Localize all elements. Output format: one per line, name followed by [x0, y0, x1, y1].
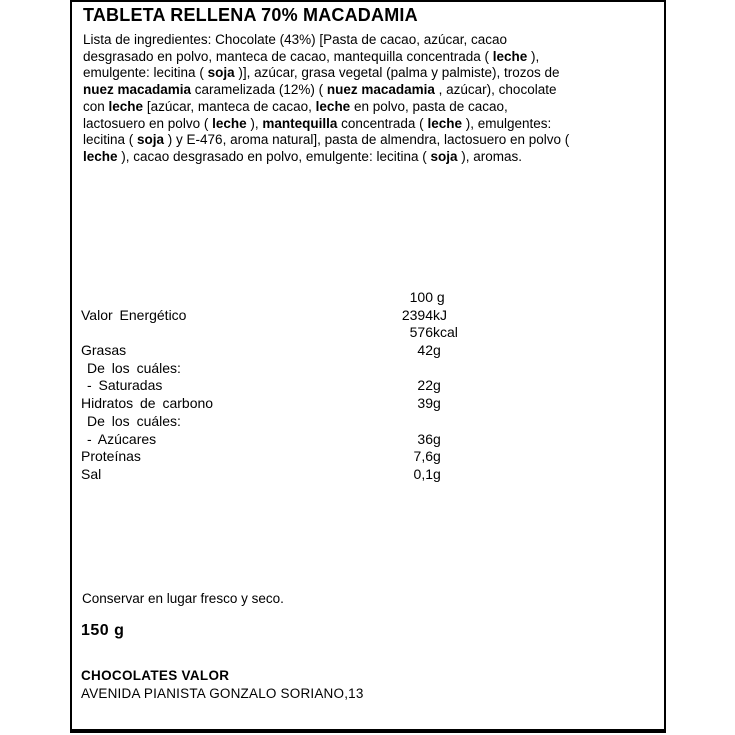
nutrition-row [81, 360, 661, 378]
ingredient-text: ), [246, 115, 263, 131]
nutrient-unit: g [433, 289, 445, 305]
ingredients-line [83, 116, 663, 133]
nutrition-row [81, 377, 661, 395]
allergen-text: leche [212, 115, 247, 131]
manufacturer-block [81, 667, 364, 702]
ingredient-text: Lista de ingredientes: Chocolate (43%) [Pasta de cacao, azúcar, cacao [83, 32, 508, 47]
nutrition-row [81, 324, 661, 342]
allergen-text: leche [492, 48, 528, 64]
nutrient-unit: g [433, 395, 441, 412]
nutrient-unit: kcal [433, 324, 458, 341]
allergen-text: soja [207, 65, 235, 81]
nutrition-row [81, 342, 661, 360]
net-weight: 150 g [81, 622, 125, 639]
ingredient-text: ), aromas. [457, 148, 522, 164]
ingredient-text: ), [527, 48, 540, 64]
nutrient-unit: kJ [433, 306, 447, 323]
storage-note: Conservar en lugar fresco y seco. [82, 591, 284, 606]
nutrient-value: 39 [417, 395, 433, 412]
ingredient-text: lactosuero en polvo ( [83, 115, 213, 131]
nutrient-unit: g [433, 377, 441, 394]
allergen-text: leche [108, 98, 144, 114]
nutrition-row [81, 413, 661, 431]
nutrient-unit: g [433, 465, 441, 482]
ingredients-line [83, 132, 663, 149]
ingredients-line [83, 32, 663, 49]
nutrition-row [81, 395, 661, 413]
nutrient-label: Proteínas [81, 448, 141, 465]
product-title: TABLETA RELLENA 70% MACADAMIA [83, 5, 418, 25]
allergen-text: leche [427, 115, 462, 131]
nutrient-label: Grasas [81, 342, 127, 359]
nutrient-value: 42 [417, 342, 433, 359]
product-label-box [70, 0, 666, 733]
nutrient-unit: g [433, 342, 441, 359]
ingredient-text: [azúcar, manteca de cacao, [143, 98, 316, 114]
nutrient-label: Hidratos de carbono [81, 395, 214, 412]
nutrient-label: De los cuáles: [87, 359, 181, 376]
ingredients-line [83, 49, 663, 66]
nutrient-unit: g [433, 448, 441, 465]
allergen-text: mantequilla [262, 115, 338, 131]
allergen-text: leche [83, 148, 118, 164]
nutrition-row [81, 431, 661, 449]
nutrient-value: 7,6 [413, 448, 433, 465]
allergen-text: leche [315, 98, 351, 114]
allergen-text: nuez macadamia [326, 82, 435, 98]
ingredient-text: en polvo, pasta de cacao, [350, 98, 508, 114]
allergen-text: nuez macadamia [83, 82, 192, 98]
ingredient-text: )], azúcar, grasa vegetal (palma y palmiste), trozos de [234, 65, 560, 81]
allergen-text: soja [430, 148, 458, 164]
nutrient-label: Valor Energético [81, 306, 187, 323]
nutrition-row [81, 448, 661, 466]
ingredient-text: concentrada ( [337, 115, 428, 131]
ingredients-list [83, 32, 663, 166]
ingredient-text: , azúcar), chocolate [434, 82, 557, 98]
nutrition-row [81, 307, 661, 325]
ingredient-text: caramelizada (12%) ( [191, 82, 327, 98]
nutrient-label: De los cuáles: [87, 412, 181, 429]
ingredient-text: emulgente: lecitina ( [83, 65, 208, 81]
ingredient-text: lecitina ( [83, 132, 138, 148]
nutrition-column-header [81, 289, 661, 307]
nutrition-table [81, 289, 661, 484]
nutrient-label: Sal [81, 465, 102, 482]
ingredients-line [83, 99, 663, 116]
nutrient-unit: g [433, 430, 441, 447]
nutrient-value: 100 [409, 289, 433, 305]
ingredient-text: desgrasado en polvo, manteca de cacao, mantequilla concentrada ( [83, 48, 493, 64]
ingredient-text: ), emulgentes: [461, 115, 552, 131]
nutrient-value: 22 [417, 377, 433, 394]
nutrient-value: 36 [417, 430, 433, 447]
ingredients-line [83, 149, 663, 166]
ingredient-text: ), cacao desgrasado en polvo, emulgente: lecitina ( [117, 148, 431, 164]
nutrient-value: 576 [409, 324, 433, 341]
ingredient-text: ) y E-476, aroma natural], pasta de almendra, lactosuero en polvo ( [164, 132, 570, 148]
nutrient-label: - Azúcares [87, 430, 157, 447]
nutrient-label: - Saturadas [87, 377, 163, 394]
ingredients-line [83, 65, 663, 82]
allergen-text: soja [137, 132, 165, 148]
ingredients-line [83, 82, 663, 99]
manufacturer-address: AVENIDA PIANISTA GONZALO SORIANO,13 [81, 685, 364, 701]
nutrient-value: 0,1 [413, 465, 433, 482]
manufacturer-name: CHOCOLATES VALOR [81, 668, 230, 683]
ingredient-text: con [83, 98, 109, 114]
nutrition-row [81, 466, 661, 484]
nutrient-value: 2394 [401, 306, 433, 323]
